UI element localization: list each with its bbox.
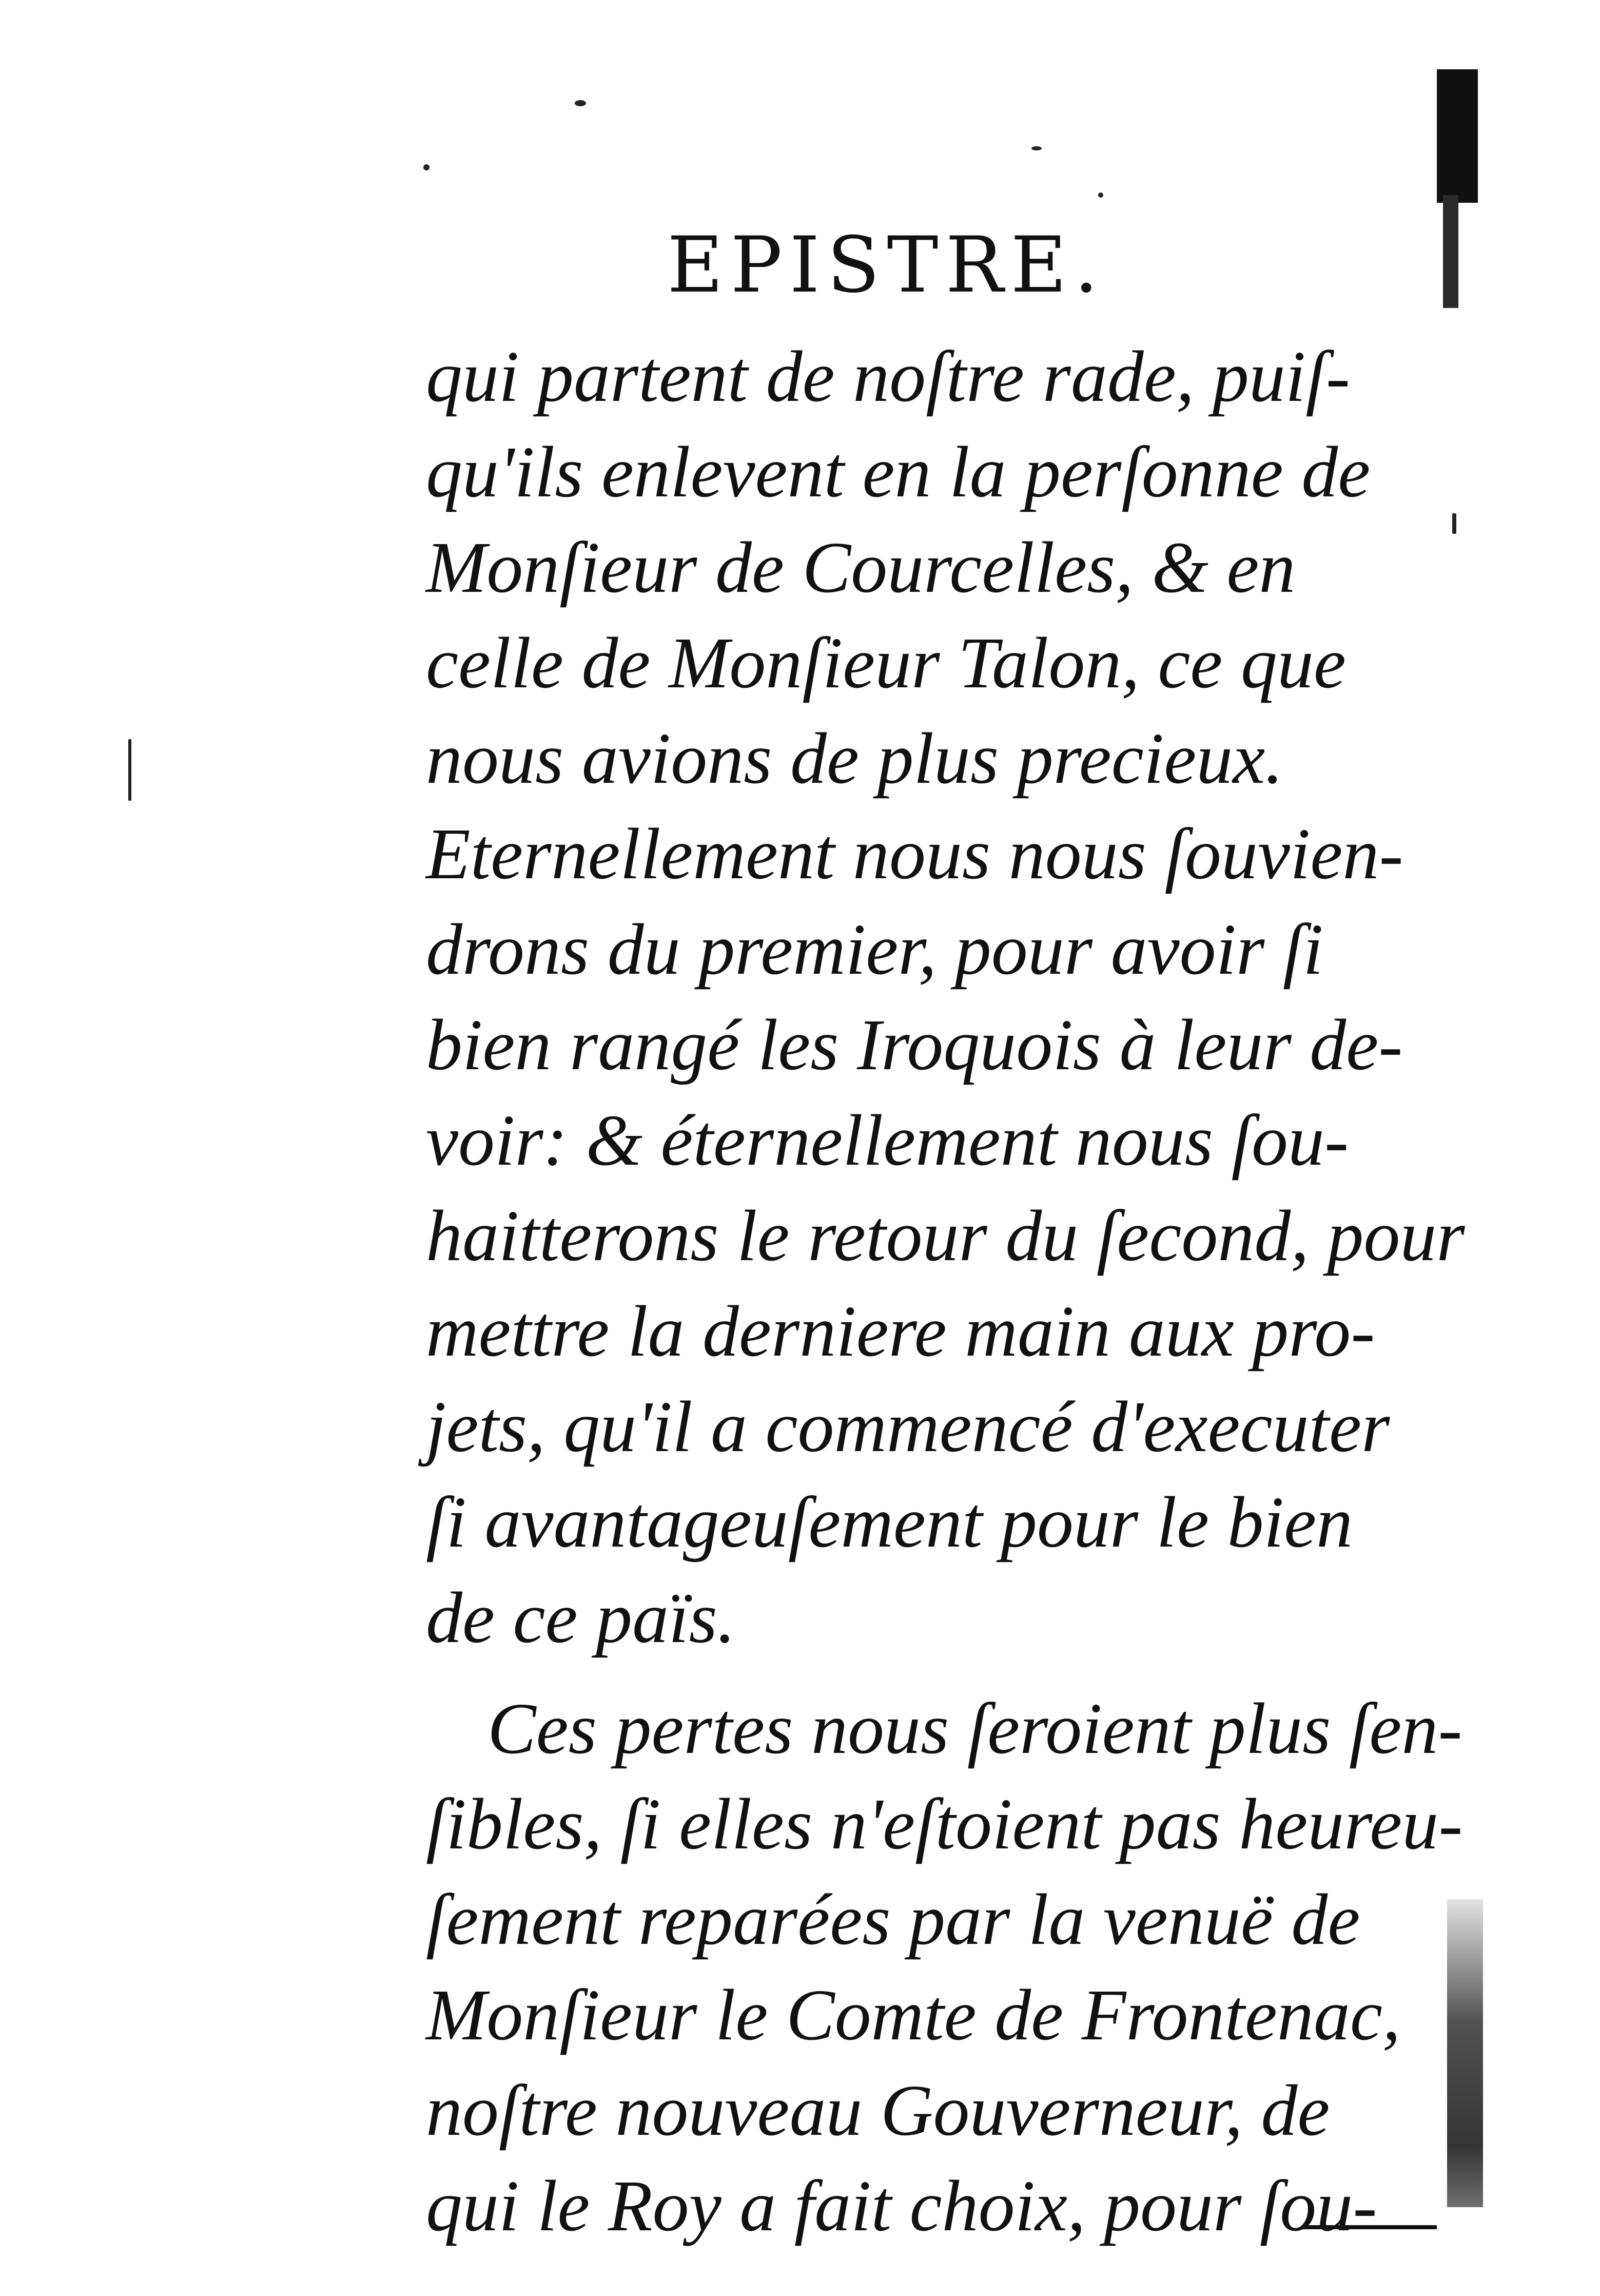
- ink-speck: [1452, 513, 1456, 534]
- text-line: ſibles, ſi elles n'eſtoient pas heureu-: [426, 1783, 1463, 1864]
- text-line: drons du premier, pour avoir ſi: [426, 909, 1323, 990]
- text-line: mettre la derniere main aux pro-: [426, 1290, 1375, 1372]
- text-line: ſement reparées par la venuë de: [426, 1879, 1360, 1960]
- page-edge-stain: [1447, 1899, 1483, 2207]
- ink-speck: [128, 739, 131, 801]
- ink-speck: [1031, 146, 1042, 150]
- text-line: Eternellement nous nous ſouvien-: [426, 813, 1403, 894]
- text-line: Monſieur de Courcelles, & en: [426, 527, 1296, 608]
- text-line: qui le Roy a fait choix, pour ſou-: [426, 2165, 1377, 2246]
- page-edge-mark: [1437, 69, 1478, 203]
- text-line: haitterons le retour du ſecond, pour: [426, 1195, 1465, 1276]
- text-line: voir: & éternellement nous ſou-: [426, 1099, 1349, 1181]
- text-line: noſtre nouveau Gouverneur, de: [426, 2070, 1330, 2151]
- text-line: bien rangé les Iroquois à leur de-: [426, 1004, 1403, 1085]
- text-line: Monſieur le Comte de Frontenac,: [426, 1974, 1401, 2055]
- text-line: qu'ils enlevent en la perſonne de: [426, 431, 1371, 512]
- ink-speck: [423, 164, 430, 170]
- text-line: nous avions de plus precieux.: [426, 718, 1283, 799]
- text-line: de ce païs.: [426, 1577, 736, 1658]
- body-text: [426, 329, 1465, 2253]
- text-line: qui partent de noſtre rade, puiſ-: [426, 336, 1351, 417]
- text-line: jets, qu'il a commencé d'executer: [426, 1386, 1390, 1467]
- ink-speck: [1098, 192, 1103, 198]
- text-line: ſi avantageuſement pour le bien: [426, 1481, 1353, 1562]
- ink-speck: [575, 100, 586, 106]
- text-line: Ces pertes nous ſeroient plus ſen-: [487, 1688, 1462, 1769]
- page-edge-mark: [1443, 195, 1458, 308]
- running-head: EPISTRE.: [667, 221, 1106, 310]
- text-line: celle de Monſieur Talon, ce que: [426, 622, 1346, 703]
